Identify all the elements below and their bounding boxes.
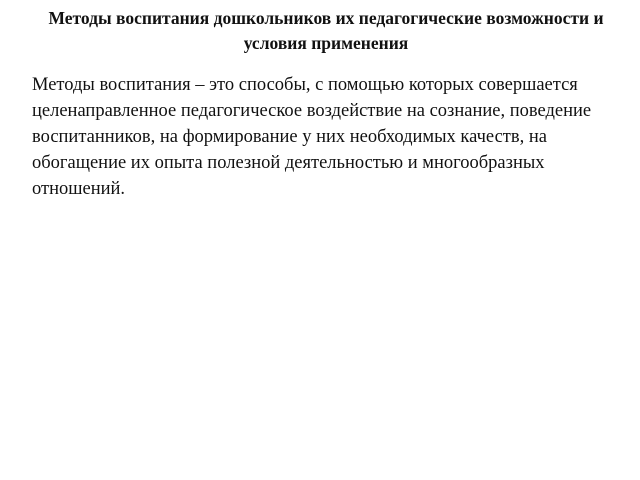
slide-title: Методы воспитания дошкольников их педагогические возможности и условия применения [48, 8, 604, 53]
slide-body-text: Методы воспитания – это способы, с помощью которых совершается целенаправленное педагогическое воздействие на сознание, поведение воспитанников, на формирование у них необходимых качеств, на обогащение их опыта полезной деятельностью и многообразных отношений. [32, 75, 592, 199]
